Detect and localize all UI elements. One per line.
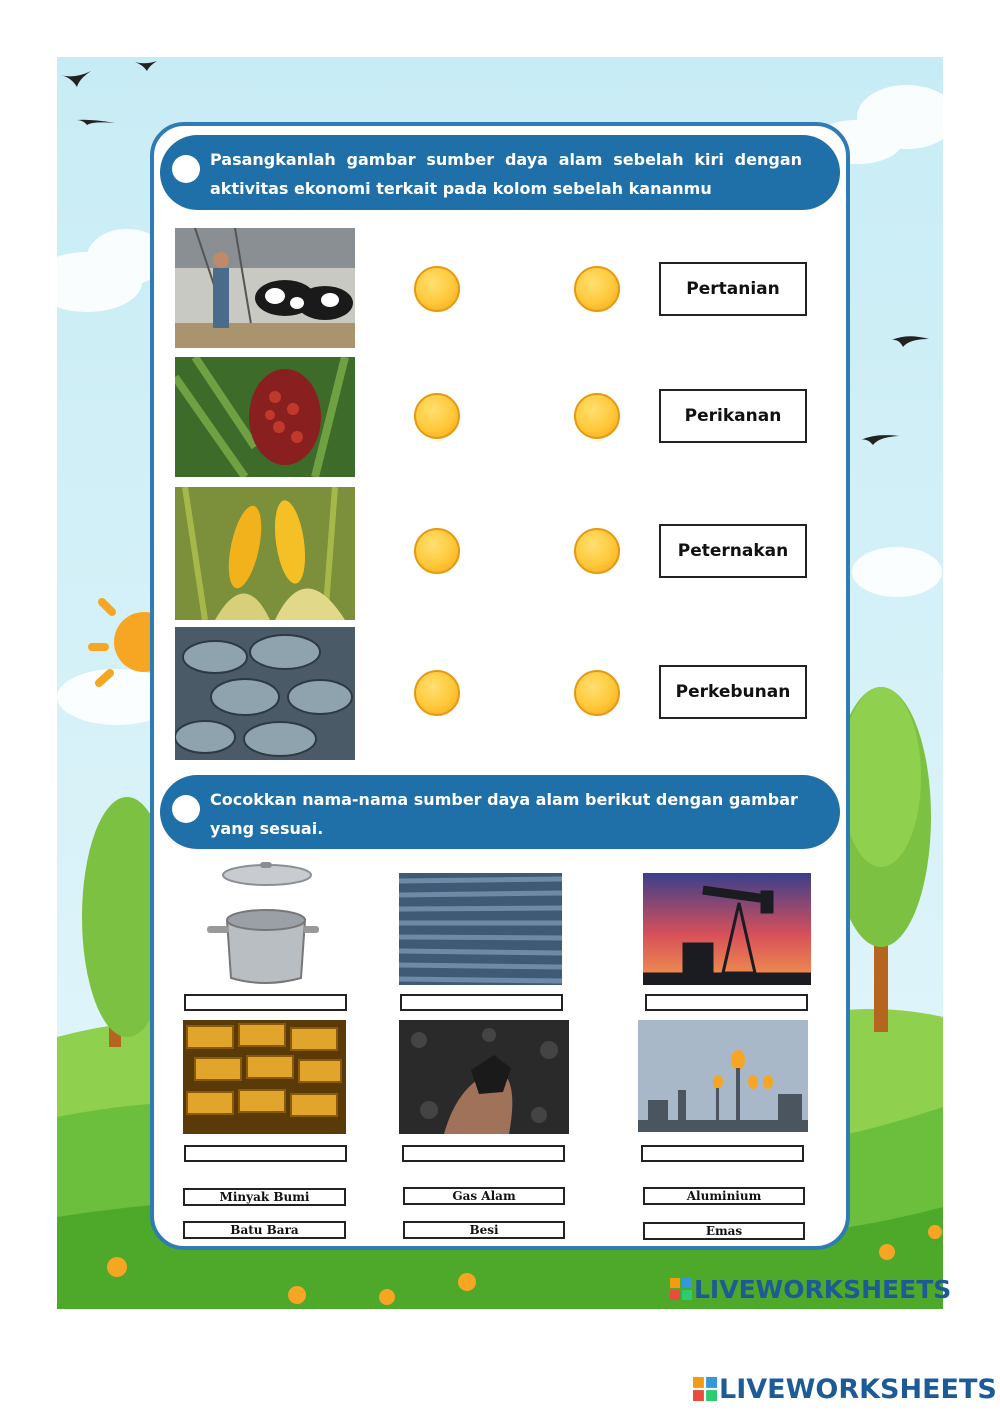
gold-bars-photo [183,1020,346,1134]
label-peternakan: Peternakan [659,524,807,578]
word-besi[interactable]: Besi [403,1221,565,1239]
label-perikanan: Perikanan [659,389,807,443]
banner-bullet [172,155,200,183]
instruction-text-2: Cocokkan nama-nama sumber daya alam berikut dengan gambar yang sesuai. [210,790,798,838]
liveworksheets-footer-icon [693,1377,717,1401]
label-pertanian: Pertanian [659,262,807,316]
corn-photo [175,487,355,620]
match-dot-right-3[interactable] [574,528,620,574]
word-batu-bara[interactable]: Batu Bara [183,1221,346,1239]
answer-box-coal[interactable] [402,1145,565,1162]
answer-box-oil-pump[interactable] [645,994,808,1011]
word-emas[interactable]: Emas [643,1222,805,1240]
instruction-banner-2 [160,775,840,849]
cow-farm-photo [175,228,355,348]
match-dot-right-4[interactable] [574,670,620,716]
cooking-pot-photo [205,860,320,988]
match-dot-left-2[interactable] [414,393,460,439]
match-dot-right-2[interactable] [574,393,620,439]
banner-bullet [172,795,200,823]
steel-rebar-photo [399,873,562,985]
instruction-banner-1 [160,135,840,210]
answer-box-pot[interactable] [184,994,347,1011]
coal-photo [399,1020,569,1134]
gas-refinery-photo [638,1020,808,1132]
answer-box-gold[interactable] [184,1145,347,1162]
watermark-text: LIVEWORKSHEETS [694,1274,952,1304]
answer-box-rebar[interactable] [400,994,563,1011]
word-minyak-bumi[interactable]: Minyak Bumi [183,1188,346,1206]
match-dot-left-3[interactable] [414,528,460,574]
footer-logo [693,1372,997,1406]
match-dot-left-1[interactable] [414,266,460,312]
fish-photo [175,627,355,760]
match-dot-left-4[interactable] [414,670,460,716]
match-dot-right-1[interactable] [574,266,620,312]
word-gas-alam[interactable]: Gas Alam [403,1187,565,1205]
answer-box-refinery[interactable] [641,1145,804,1162]
word-aluminium[interactable]: Aluminium [643,1187,805,1205]
label-perkebunan: Perkebunan [659,665,807,719]
footer-logo-text: LIVEWORKSHEETS [719,1373,997,1405]
palm-fruit-photo [175,357,355,477]
watermark-logo [670,1274,951,1304]
oil-pump-photo [643,873,811,985]
liveworksheets-logo-icon [670,1278,692,1300]
instruction-text-1: Pasangkanlah gambar sumber daya alam sebelah kiri dengan aktivitas ekonomi terkait pada kolom sebelah kananmu [210,150,802,198]
